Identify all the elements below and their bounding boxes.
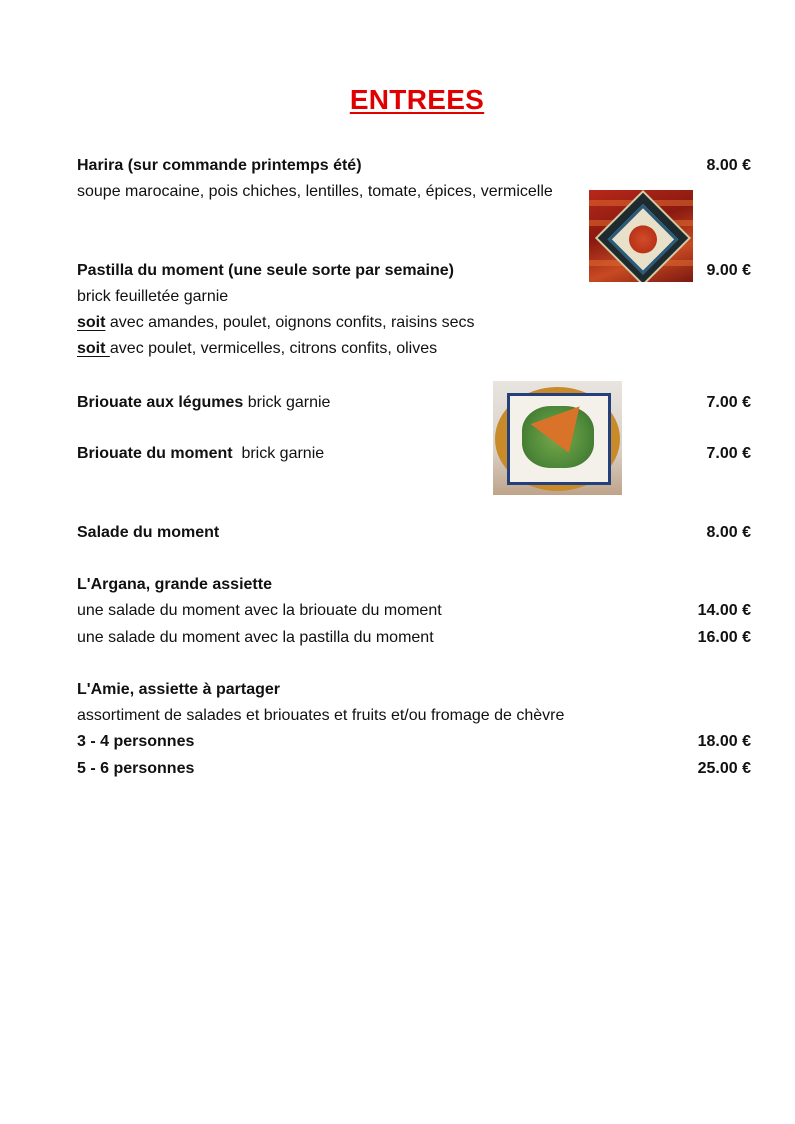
item-amie-option-2: 5 - 6 personnes	[77, 760, 195, 777]
item-suffix: brick garnie	[243, 394, 331, 411]
option-keyword: soit	[77, 314, 106, 331]
item-name: Briouate du moment	[77, 445, 233, 462]
item-briouate-legumes-price: 7.00 €	[706, 394, 751, 411]
harira-photo	[589, 190, 693, 282]
item-pastilla-option-2	[77, 339, 437, 359]
option-text: avec poulet, vermicelles, citrons confits, olives	[109, 340, 438, 357]
item-argana-option-1-price: 14.00 €	[697, 602, 751, 619]
item-harira-description: soupe marocaine, pois chiches, lentilles, tomate, épices, vermicelle	[77, 183, 553, 200]
option-keyword: soit	[77, 340, 110, 357]
item-briouate-legumes	[77, 393, 330, 413]
item-salade-name: Salade du moment	[77, 524, 220, 541]
item-harira-price: 8.00 €	[706, 157, 751, 174]
item-argana-name: L'Argana, grande assiette	[77, 576, 272, 593]
item-briouate-moment-price: 7.00 €	[706, 445, 751, 462]
item-suffix: brick garnie	[232, 445, 325, 462]
item-briouate-moment	[77, 444, 324, 464]
briouate-photo	[493, 381, 622, 495]
option-text: avec amandes, poulet, oignons confits, raisins secs	[105, 314, 475, 331]
item-argana-option-2-price: 16.00 €	[697, 629, 751, 646]
item-amie-option-2-price: 25.00 €	[697, 760, 751, 777]
page-title: ENTREES	[349, 84, 485, 115]
item-pastilla-option-1	[77, 313, 475, 333]
item-harira-name: Harira (sur commande printemps été)	[77, 157, 362, 174]
item-pastilla-description: brick feuilletée garnie	[77, 288, 229, 305]
item-salade-price: 8.00 €	[706, 524, 751, 541]
item-amie-name: L'Amie, assiette à partager	[77, 681, 280, 698]
item-amie-description: assortiment de salades et briouates et fruits et/ou fromage de chèvre	[77, 707, 565, 724]
item-amie-option-1-price: 18.00 €	[697, 733, 751, 750]
item-pastilla-name: Pastilla du moment (une seule sorte par semaine)	[77, 262, 454, 279]
item-argana-option-1: une salade du moment avec la briouate du moment	[77, 602, 442, 619]
item-name: Briouate aux légumes	[77, 394, 244, 411]
item-argana-option-2: une salade du moment avec la pastilla du moment	[77, 629, 434, 646]
item-amie-option-1: 3 - 4 personnes	[77, 733, 195, 750]
item-pastilla-price: 9.00 €	[706, 262, 751, 279]
